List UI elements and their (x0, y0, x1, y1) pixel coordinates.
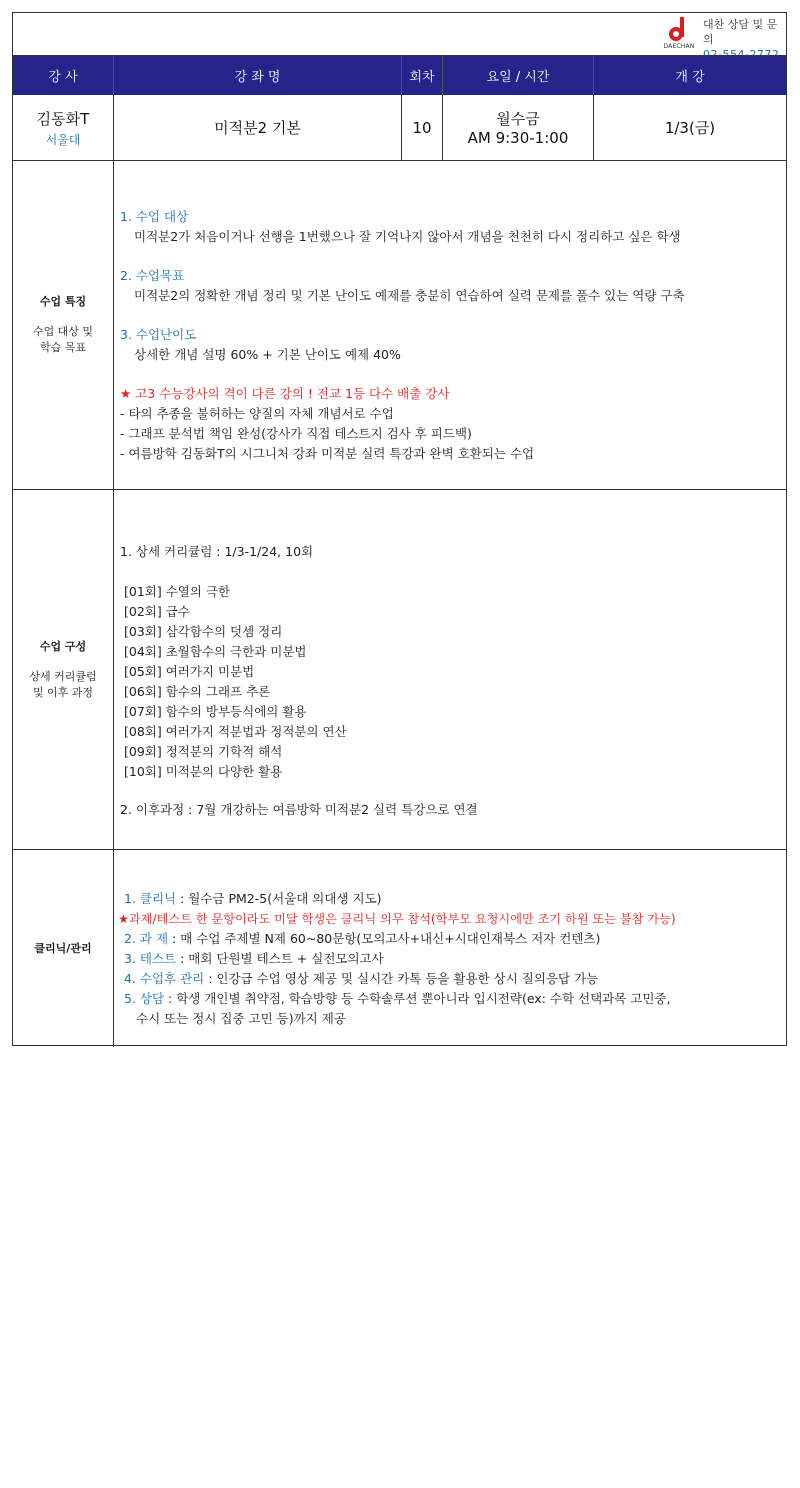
curriculum-item: [09회] 정적분의 기학적 해석 (124, 744, 283, 759)
clinic-line (124, 890, 382, 908)
features-label-sub2: 학습 목표 (39, 341, 86, 354)
target-text: 미적분2가 처음이거나 선행을 1번했으나 잘 기억나지 않아서 개념을 천천히 다시 정리하고 싶은 학생 (134, 229, 681, 244)
counsel-value: : 학생 개인별 취약점, 학습방향 등 수학솔루션 뿐아니라 입시전략(ex: 수학 선택과목 고민중, (164, 991, 671, 1006)
counsel-line-cont: 수시 또는 정시 집중 고민 등)까지 제공 (136, 1011, 346, 1026)
curriculum-label-sub1: 상세 커리큘럼 (29, 669, 97, 683)
clinic-label-title: 클리닉/관리 (34, 941, 92, 955)
curriculum-body (114, 490, 786, 849)
clinic-body (114, 850, 786, 1047)
homework-value: : 매 수업 주제별 N제 60~80문항(모의고사+내신+시대인재북스 저자 컨텐츠) (168, 931, 601, 946)
daechan-logo (661, 15, 697, 53)
homework-key: 2. 과 제 (124, 931, 169, 946)
curriculum-label (13, 490, 114, 849)
course-title: 미적분2 기본 (114, 95, 402, 161)
bullet-3: - 여름방학 김동화T의 시그니처 강좌 미적분 실력 특강과 완벽 호환되는 수업 (120, 446, 535, 461)
aftercare-key: 4. 수업후 관리 (124, 971, 205, 986)
curriculum-item: [04회] 초월함수의 극한과 미분법 (124, 644, 307, 659)
col-header-sessions: 회차 (402, 55, 443, 95)
section-clinic (13, 850, 786, 1047)
test-line (124, 950, 384, 968)
col-header-teacher: 강 사 (13, 55, 114, 95)
curriculum-item: [03회] 삼각함수의 덧셈 정리 (124, 624, 283, 639)
test-key: 3. 테스트 (124, 951, 177, 966)
logo-d-icon (661, 15, 697, 45)
teacher-school: 서울대 (45, 132, 81, 147)
curriculum-item: [07회] 함수의 방부등식에의 활용 (124, 704, 307, 719)
schedule-cell (443, 95, 594, 161)
curriculum-item: [10회] 미적분의 다양한 활용 (124, 764, 283, 779)
highlight-star: ★ 고3 수능강사의 격이 다른 강의 ! 전교 1등 다수 배출 강사 (120, 386, 450, 401)
curriculum-item: [05회] 여러가지 미분법 (124, 664, 255, 679)
curriculum-heading: 1. 상세 커리큘럼 : 1/3-1/24, 10회 (120, 544, 314, 559)
bullet-2: - 그래프 분석법 책임 완성(강사가 직접 테스트지 검사 후 피드백) (120, 426, 472, 441)
goal-heading: 2. 수업목표 (120, 268, 185, 283)
clinic-label (13, 850, 114, 1047)
counsel-key: 5. 상담 (124, 991, 165, 1006)
consult-label: 대찬 상담 및 문의 (703, 18, 778, 46)
col-header-schedule: 요일 / 시간 (443, 55, 594, 95)
difficulty-text: 상세한 개념 설명 60% + 기본 난이도 예제 40% (134, 347, 401, 362)
mandatory-notice: ★과제/테스트 한 문항이라도 미달 학생은 클리닉 의무 참석(학부모 요청시에만 조기 하원 또는 불참 가능) (118, 912, 676, 926)
clinic-key: 1. 클리닉 (124, 891, 177, 906)
aftercare-value: : 인강급 수업 영상 제공 및 실시간 카톡 등을 활용한 상시 질의응답 가능 (204, 971, 599, 986)
curriculum-item: [08회] 여러가지 적분법과 정적분의 연산 (124, 724, 347, 739)
col-header-course: 강 좌 명 (114, 55, 402, 95)
session-count: 10 (402, 95, 443, 161)
homework-line (124, 930, 600, 948)
counsel-line (124, 990, 670, 1008)
bullet-1: - 타의 추종을 불허하는 양질의 자체 개념서로 수업 (120, 406, 394, 421)
curriculum-label-sub2: 및 이후 과정 (32, 685, 94, 699)
features-body (114, 161, 786, 489)
curriculum-item: [06회] 함수의 그래프 추론 (124, 684, 271, 699)
clinic-value: : 월수금 PM2-5(서울대 의대생 지도) (176, 891, 382, 906)
after-course: 2. 이후과정 : 7월 개강하는 여름방학 미적분2 실력 특강으로 연결 (120, 802, 478, 817)
curriculum-label-title: 수업 구성 (39, 639, 87, 653)
test-value: : 매회 단원별 테스트 + 실전모의고사 (176, 951, 384, 966)
aftercare-line (124, 970, 598, 988)
start-date: 1/3(금) (594, 95, 786, 161)
teacher-cell (13, 95, 114, 161)
schedule-days: 월수금 (496, 110, 540, 128)
difficulty-heading: 3. 수업난이도 (120, 327, 197, 342)
col-header-start: 개 강 (594, 55, 786, 95)
target-heading: 1. 수업 대상 (120, 209, 189, 224)
top-bar (13, 13, 786, 55)
features-label-title: 수업 특징 (39, 295, 87, 308)
section-features (13, 161, 786, 490)
course-sheet (12, 12, 787, 1046)
features-label (13, 161, 114, 489)
section-curriculum (13, 490, 786, 850)
teacher-name: 김동화T (36, 109, 90, 128)
goal-text: 미적분2의 정확한 개념 정리 및 기본 난이도 예제를 충분히 연습하여 실력 문제를 풀수 있는 역량 구축 (134, 288, 685, 303)
logo-text: DAECHAN (663, 43, 695, 50)
curriculum-item: [01회] 수열의 극한 (124, 584, 231, 599)
curriculum-item: [02회] 급수 (124, 604, 190, 619)
schedule-time: AM 9:30-1:00 (467, 129, 569, 147)
features-label-sub1: 수업 대상 및 (32, 325, 94, 338)
